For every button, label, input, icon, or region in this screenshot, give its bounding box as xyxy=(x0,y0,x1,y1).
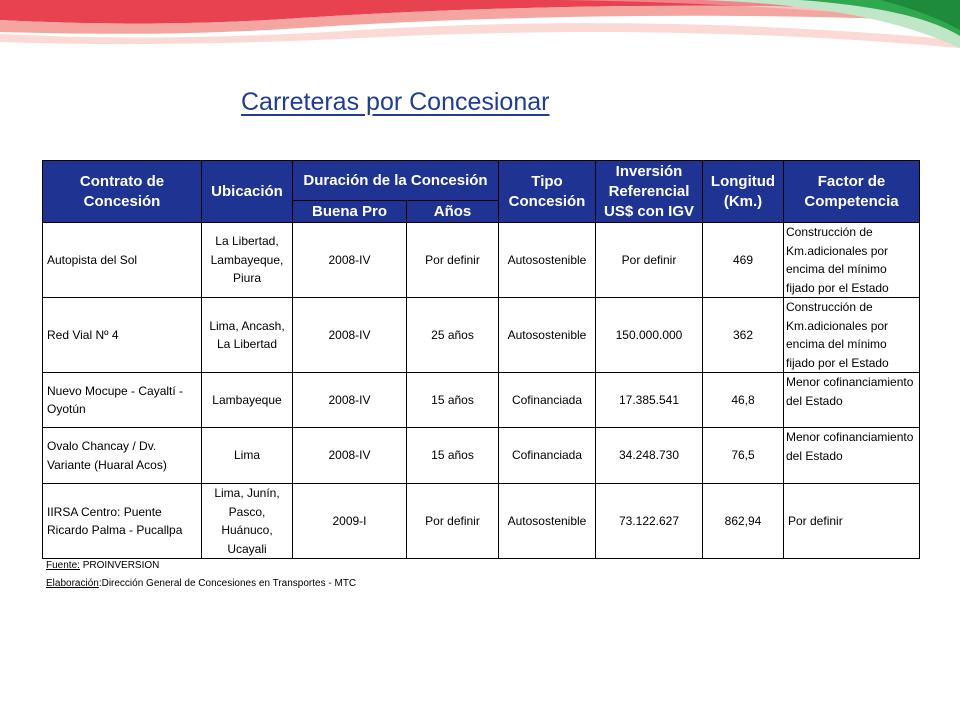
cell-tipo: Autosostenible xyxy=(499,298,596,373)
cell-contrato: Autopista del Sol xyxy=(43,223,202,298)
table-row xyxy=(43,428,920,484)
cell-buena-pro: 2008-IV xyxy=(293,298,407,373)
cell-longitud: 46,8 xyxy=(703,373,784,428)
cell-anios: Por definir xyxy=(407,484,499,559)
slide-title: Carreteras por Concesionar xyxy=(241,88,550,116)
cell-longitud: 862,94 xyxy=(703,484,784,559)
cell-inversion: 150.000.000 xyxy=(596,298,703,373)
table-row xyxy=(43,484,920,559)
cell-factor: Menor cofinanciamiento del Estado xyxy=(784,428,920,484)
cell-longitud: 76,5 xyxy=(703,428,784,484)
cell-anios: 15 años xyxy=(407,373,499,428)
cell-ubicacion: Lambayeque xyxy=(202,373,293,428)
source-value: PROINVERSION xyxy=(79,560,160,571)
cell-longitud: 362 xyxy=(703,298,784,373)
cell-anios: 15 años xyxy=(407,428,499,484)
cell-anios: 25 años xyxy=(407,298,499,373)
cell-factor: Por definir xyxy=(784,484,920,559)
table-row xyxy=(43,298,920,373)
header-duracion: Duración de la Concesión xyxy=(293,161,499,201)
source-label: Fuente: xyxy=(46,560,80,571)
cell-inversion: 17.385.541 xyxy=(596,373,703,428)
cell-contrato: IIRSA Centro: Puente Ricardo Palma - Pucallpa xyxy=(43,484,202,559)
cell-ubicacion: Lima xyxy=(202,428,293,484)
cell-buena-pro: 2008-IV xyxy=(293,428,407,484)
cell-tipo: Cofinanciada xyxy=(499,428,596,484)
elaboration-note xyxy=(46,575,356,593)
header-longitud: Longitud (Km.) xyxy=(703,161,784,223)
cell-inversion: Por definir xyxy=(596,223,703,298)
decorative-banner xyxy=(0,0,960,70)
cell-ubicacion: Lima, Ancash, La Libertad xyxy=(202,298,293,373)
cell-contrato: Red Vial Nº 4 xyxy=(43,298,202,373)
cell-contrato: Ovalo Chancay / Dv. Variante (Huaral Acos) xyxy=(43,428,202,484)
cell-factor: Construcción de Km.adicionales por encima del mínimo fijado por el Estado xyxy=(784,223,920,298)
header-inversion: Inversión Referencial US$ con IGV xyxy=(596,161,703,223)
cell-inversion: 73.122.627 xyxy=(596,484,703,559)
table-notes xyxy=(46,557,356,593)
cell-tipo: Cofinanciada xyxy=(499,373,596,428)
cell-inversion: 34.248.730 xyxy=(596,428,703,484)
cell-tipo: Autosostenible xyxy=(499,223,596,298)
cell-ubicacion: La Libertad, Lambayeque, Piura xyxy=(202,223,293,298)
table-row xyxy=(43,223,920,298)
cell-factor: Construcción de Km.adicionales por encima del mínimo fijado por el Estado xyxy=(784,298,920,373)
table-row xyxy=(43,373,920,428)
cell-buena-pro: 2008-IV xyxy=(293,373,407,428)
concession-table xyxy=(42,160,920,559)
header-buena-pro: Buena Pro xyxy=(293,201,407,223)
header-factor: Factor de Competencia xyxy=(784,161,920,223)
header-tipo: Tipo Concesión xyxy=(499,161,596,223)
cell-longitud: 469 xyxy=(703,223,784,298)
cell-buena-pro: 2009-I xyxy=(293,484,407,559)
cell-anios: Por definir xyxy=(407,223,499,298)
cell-ubicacion: Lima, Junín, Pasco, Huánuco, Ucayali xyxy=(202,484,293,559)
elaboration-label: Elaboración xyxy=(46,578,99,589)
concession-table-wrapper xyxy=(42,160,920,559)
cell-factor: Menor cofinanciamiento del Estado xyxy=(784,373,920,428)
cell-contrato: Nuevo Mocupe - Cayaltí - Oyotún xyxy=(43,373,202,428)
header-contrato: Contrato de Concesión xyxy=(43,161,202,223)
elaboration-value: :Dirección General de Concesiones en Transportes - MTC xyxy=(98,578,357,589)
header-ubicacion: Ubicación xyxy=(202,161,293,223)
header-anios: Años xyxy=(407,201,499,223)
cell-tipo: Autosostenible xyxy=(499,484,596,559)
cell-buena-pro: 2008-IV xyxy=(293,223,407,298)
source-note xyxy=(46,557,356,575)
